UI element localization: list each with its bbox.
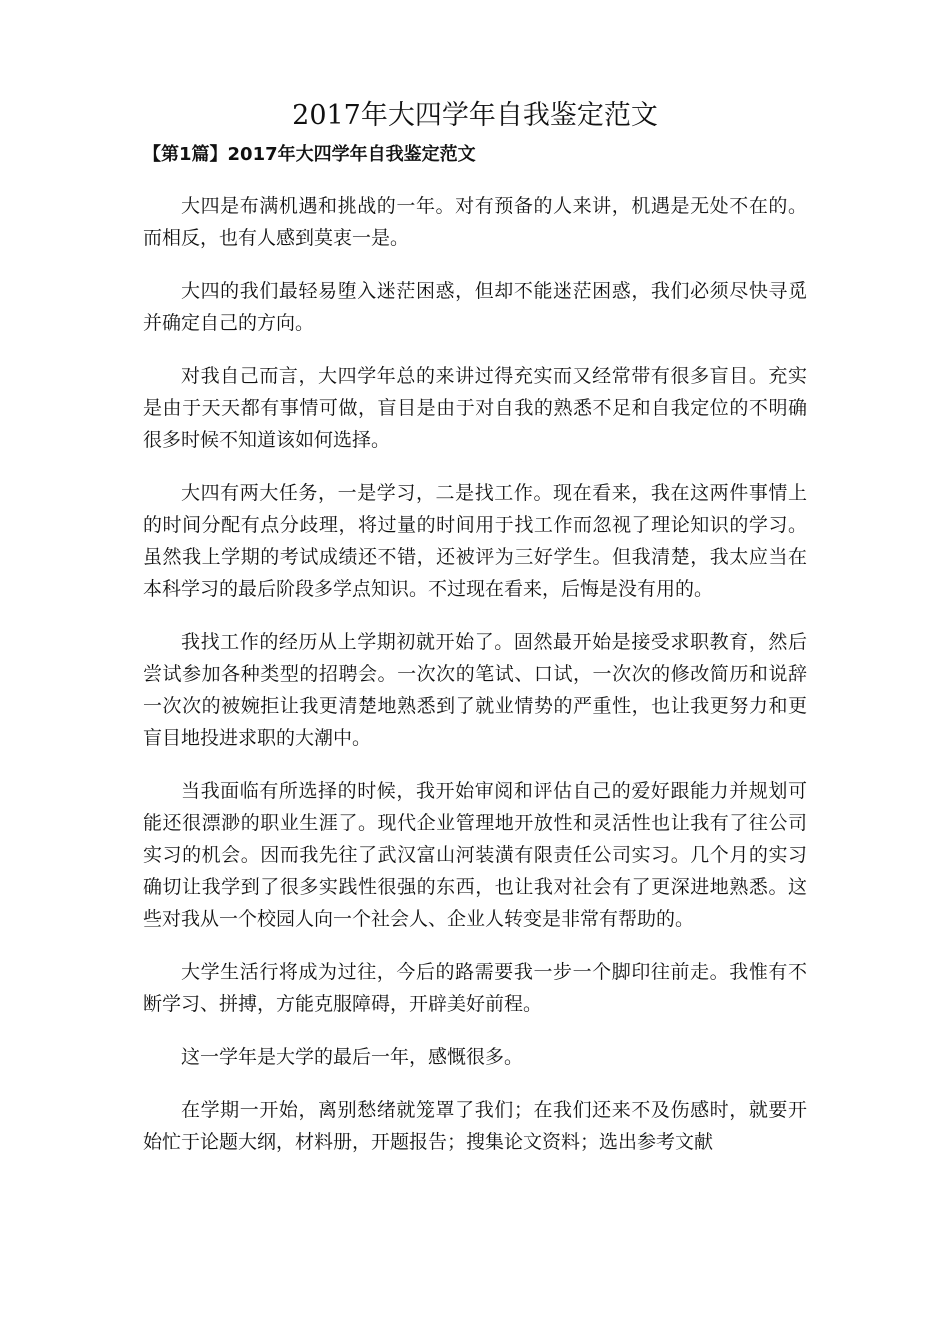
document-body — [143, 190, 807, 1179]
paragraph: 大学生活行将成为过往，今后的路需要我一步一个脚印往前走。我惟有不断学习、拼搏，方能克服障碍，开辟美好前程。 — [143, 961, 807, 1015]
paragraph: 当我面临有所选择的时候，我开始审阅和评估自己的爱好跟能力并规划可能还很漂渺的职业生涯了。现代企业管理地开放性和灵活性也让我有了往公司实习的机会。因而我先往了武汉富山河装潢有限责任公司实习。几个月的实习确切让我学到了很多实践性很强的东西，也让我对社会有了更深进地熟悉。这些对我从一个校园人向一个社会人、企业人转变是非常有帮助的。 — [143, 780, 807, 930]
paragraph: 大四是布满机遇和挑战的一年。对有预备的人来讲，机遇是无处不在的。而相反，也有人感到莫衷一是。 — [143, 195, 807, 249]
document-title: 2017年大四学年自我鉴定范文 — [292, 100, 658, 131]
section-heading: 【第1篇】2017年大四学年自我鉴定范文 — [143, 144, 476, 165]
paragraph: 在学期一开始，离别愁绪就笼罩了我们；在我们还来不及伤感时，就要开始忙于论题大纲，材料册，开题报告；搜集论文资料；选出参考文献 — [143, 1099, 807, 1153]
paragraph: 这一学年是大学的最后一年，感慨很多。 — [181, 1046, 524, 1068]
paragraph: 大四有两大任务，一是学习，二是找工作。现在看来，我在这两件事情上的时间分配有点分歧理，将过量的时间用于找工作而忽视了理论知识的学习。虽然我上学期的考试成绩还不错，还被评为三好学生。但我清楚，我太应当在本科学习的最后阶段多学点知识。不过现在看来，后悔是没有用的。 — [143, 482, 807, 600]
paragraph: 大四的我们最轻易堕入迷茫困惑，但却不能迷茫困惑，我们必须尽快寻觅并确定自己的方向。 — [143, 280, 807, 334]
paragraph: 对我自己而言，大四学年总的来讲过得充实而又经常带有很多盲目。充实是由于天天都有事情可做，盲目是由于对自我的熟悉不足和自我定位的不明确很多时候不知道该如何选择。 — [143, 365, 807, 451]
paragraph: 我找工作的经历从上学期初就开始了。固然最开始是接受求职教育，然后尝试参加各种类型的招聘会。一次次的笔试、口试，一次次的修改简历和说辞一次次的被婉拒让我更清楚地熟悉到了就业情势的严重性，也让我更努力和更盲目地投进求职的大潮中。 — [143, 631, 807, 749]
